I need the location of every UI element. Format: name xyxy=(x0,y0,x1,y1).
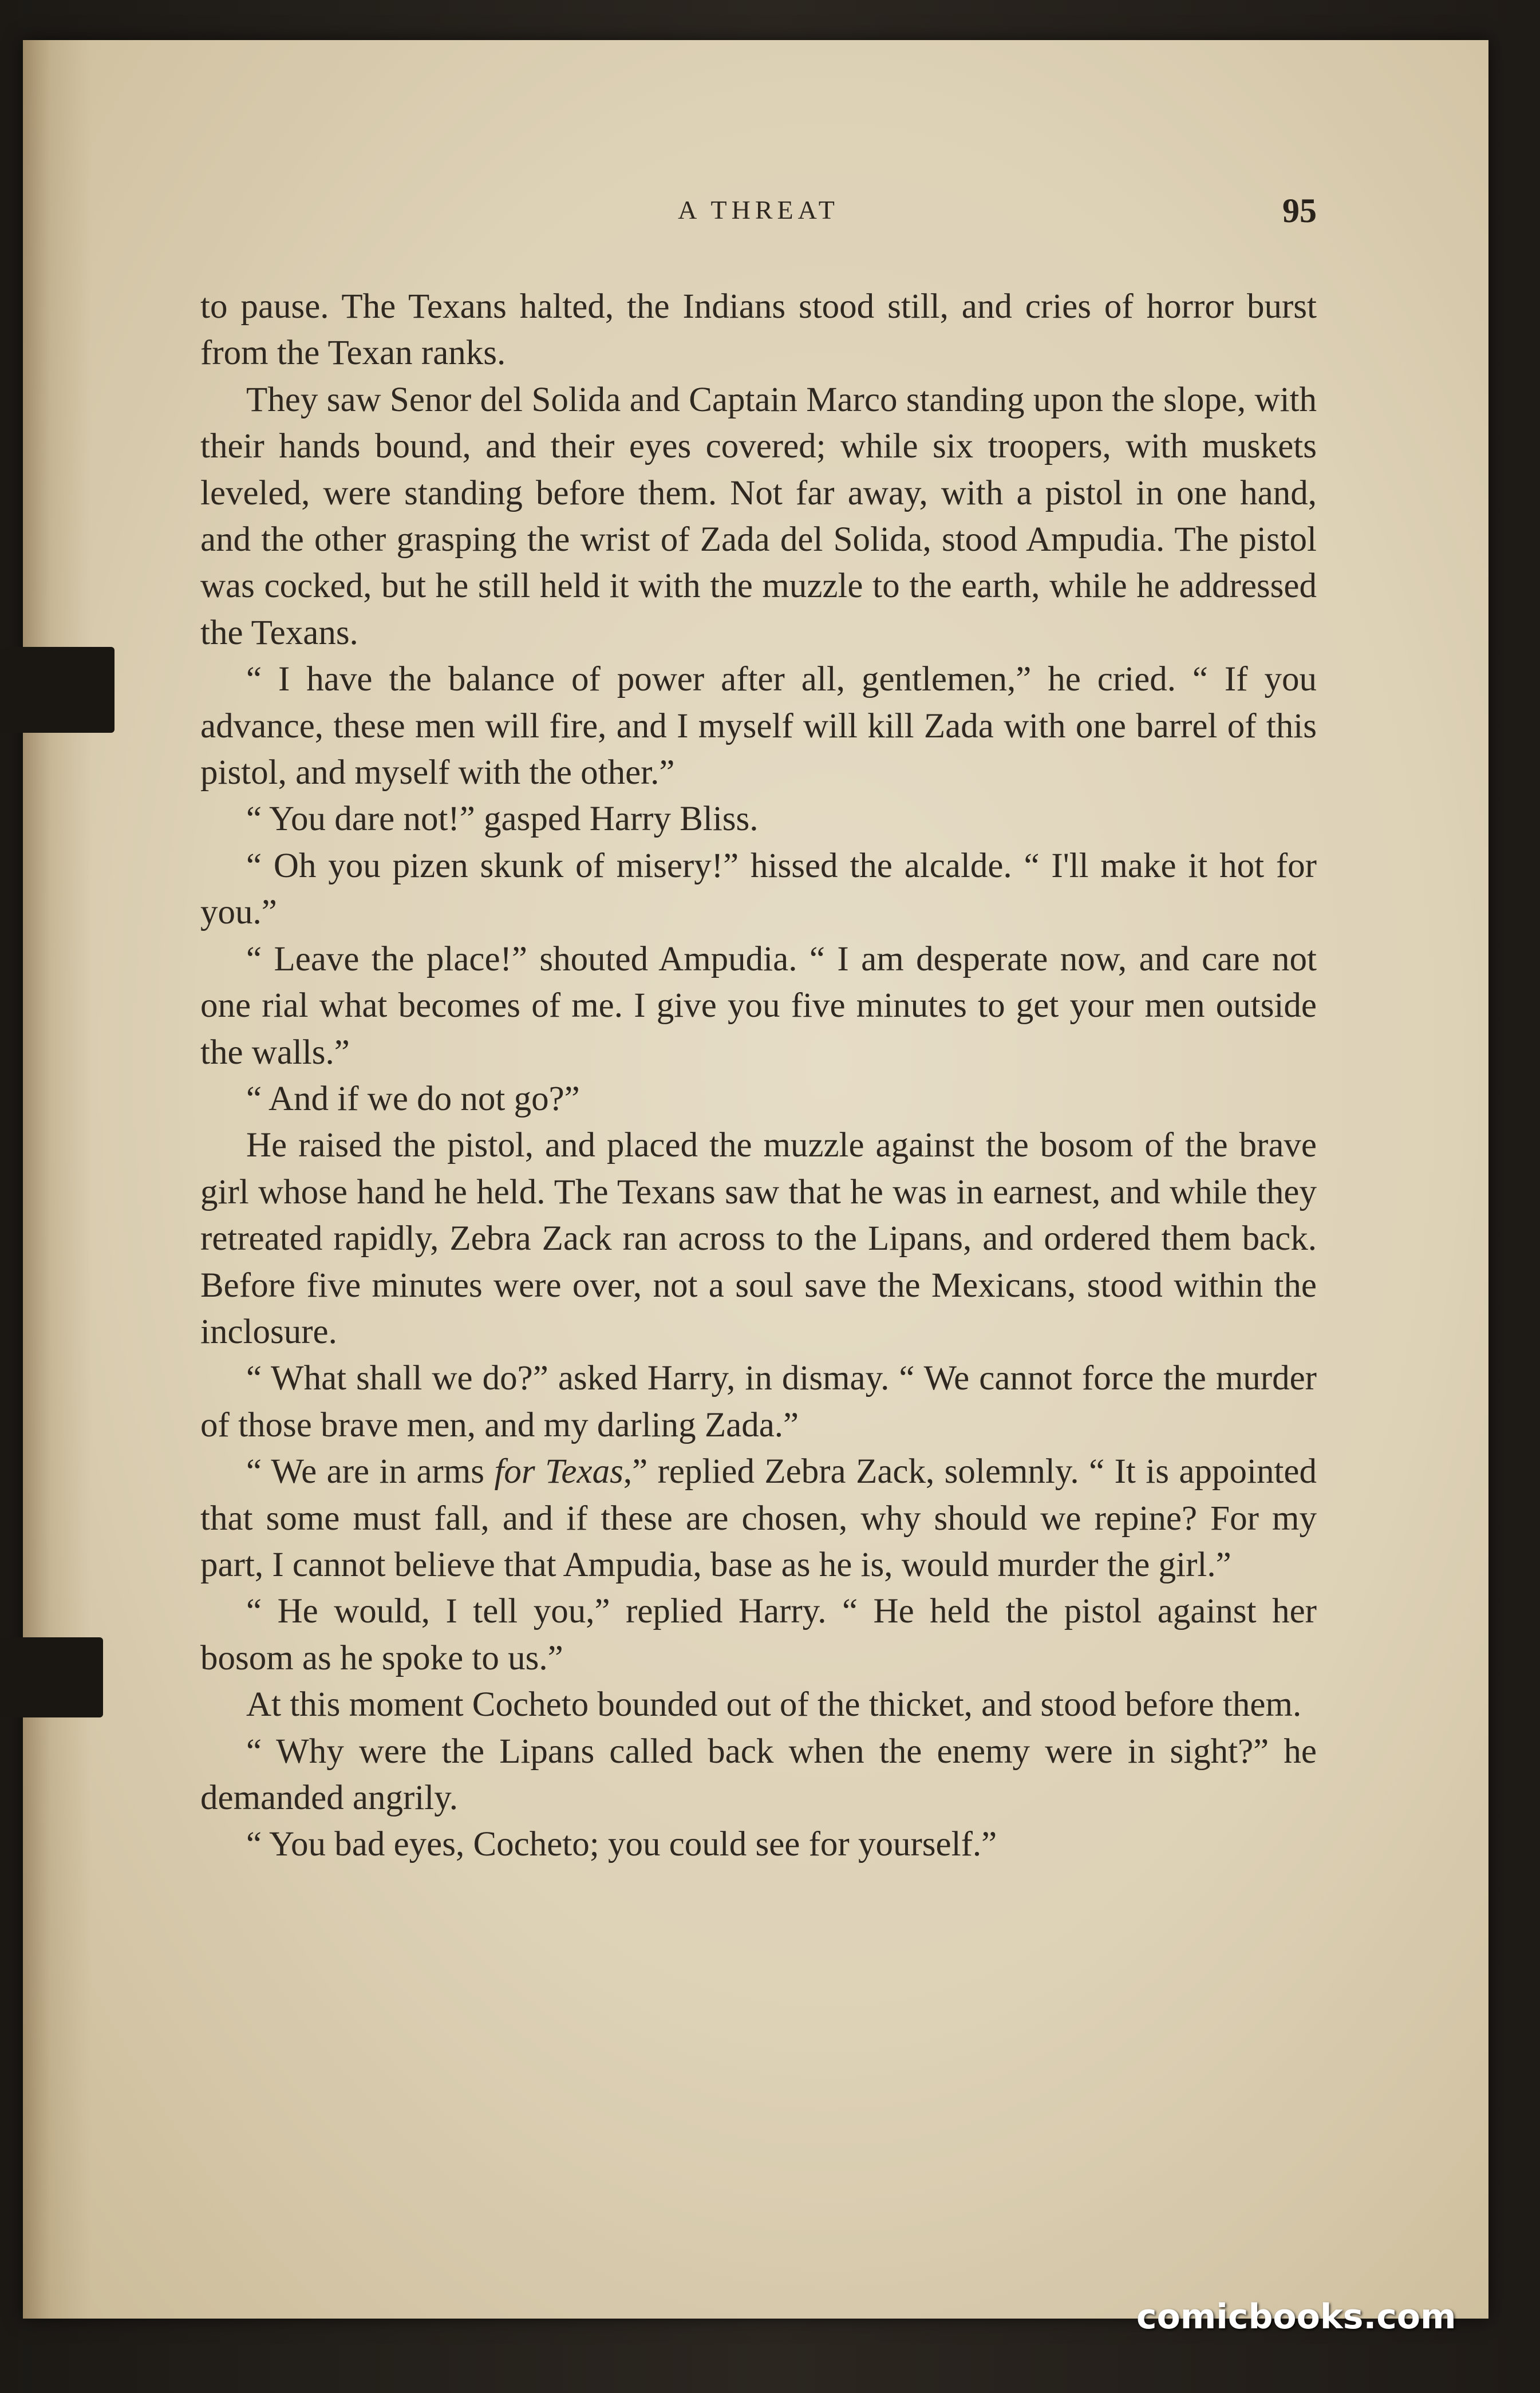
paragraph-text: “ We are in arms xyxy=(246,1452,495,1491)
paragraph: At this moment Cocheto bounded out of the thicket, and stood before them. xyxy=(246,1685,1302,1724)
body-text xyxy=(200,283,1317,1868)
paragraph: “ You bad eyes, Cocheto; you could see for yourself.” xyxy=(246,1825,997,1864)
paragraph: They saw Senor del Solida and Captain Marco standing upon the slope, with their hands bound, and their eyes covered; while six troopers, with muskets leveled, were standing before them. Not far away, with a pistol in one hand, and the other grasping the wrist of Zada del Solida, stood Ampudia. The pistol was cocked, but he still held it with the muzzle to the earth, while he addressed the Texans. xyxy=(200,380,1317,652)
paragraph: “ I have the balance of power after all, gentlemen,” he cried. “ If you advance, these men will fire, and I myself will kill Zada with one barrel of this pistol, and myself with the other.” xyxy=(200,660,1317,792)
running-head: A THREAT xyxy=(678,195,839,224)
paragraph: “ He would, I tell you,” replied Harry. “ He held the pistol against her bosom as he spoke to us.” xyxy=(200,1592,1317,1677)
paragraph: to pause. The Texans halted, the Indians stood still, and cries of horror burst from the Texan ranks. xyxy=(200,287,1317,373)
paragraph: “ Why were the Lipans called back when the enemy were in sight?” he demanded angrily. xyxy=(200,1732,1317,1817)
binding-tab-top xyxy=(0,647,114,733)
watermark: comicbooks.com xyxy=(1136,2297,1456,2337)
binding-tab-bottom xyxy=(0,1637,103,1717)
paragraph: “ You dare not!” gasped Harry Bliss. xyxy=(246,800,759,839)
paragraph: “ Oh you pizen skunk of misery!” hissed the alcalde. “ I'll make it hot for you.” xyxy=(200,846,1317,932)
page-gutter-shadow xyxy=(23,40,92,2319)
paragraph: “ And if we do not go?” xyxy=(246,1079,580,1118)
paragraph: “ Leave the place!” shouted Ampudia. “ I am desperate now, and care not one rial what becomes of me. I give you five minutes to get your men outside the walls.” xyxy=(200,939,1317,1072)
italic-phrase: for Texas xyxy=(494,1452,623,1491)
paragraph: “ What shall we do?” asked Harry, in dismay. “ We cannot force the murder of those brave men, and my darling Zada.” xyxy=(200,1359,1317,1444)
paragraph: He raised the pistol, and placed the muzzle against the bosom of the brave girl whose hand he held. The Texans saw that he was in earnest, and while they retreated rapidly, Zebra Zack ran across to the Lipans, and ordered them back. Before five minutes were over, not a soul save the Mexicans, stood within the inclosure. xyxy=(200,1126,1317,1351)
page-header xyxy=(200,192,1317,230)
paragraph xyxy=(200,1448,1317,1588)
page-number: 95 xyxy=(1282,192,1317,230)
paragraph-text: ,” replied Zebra Zack, solemnly. “ It is appointed that some must fall, and if these are chosen, why should we repine? For my part, I cannot believe that Ampudia, base as he is, would murder the girl.” xyxy=(200,1452,1317,1584)
